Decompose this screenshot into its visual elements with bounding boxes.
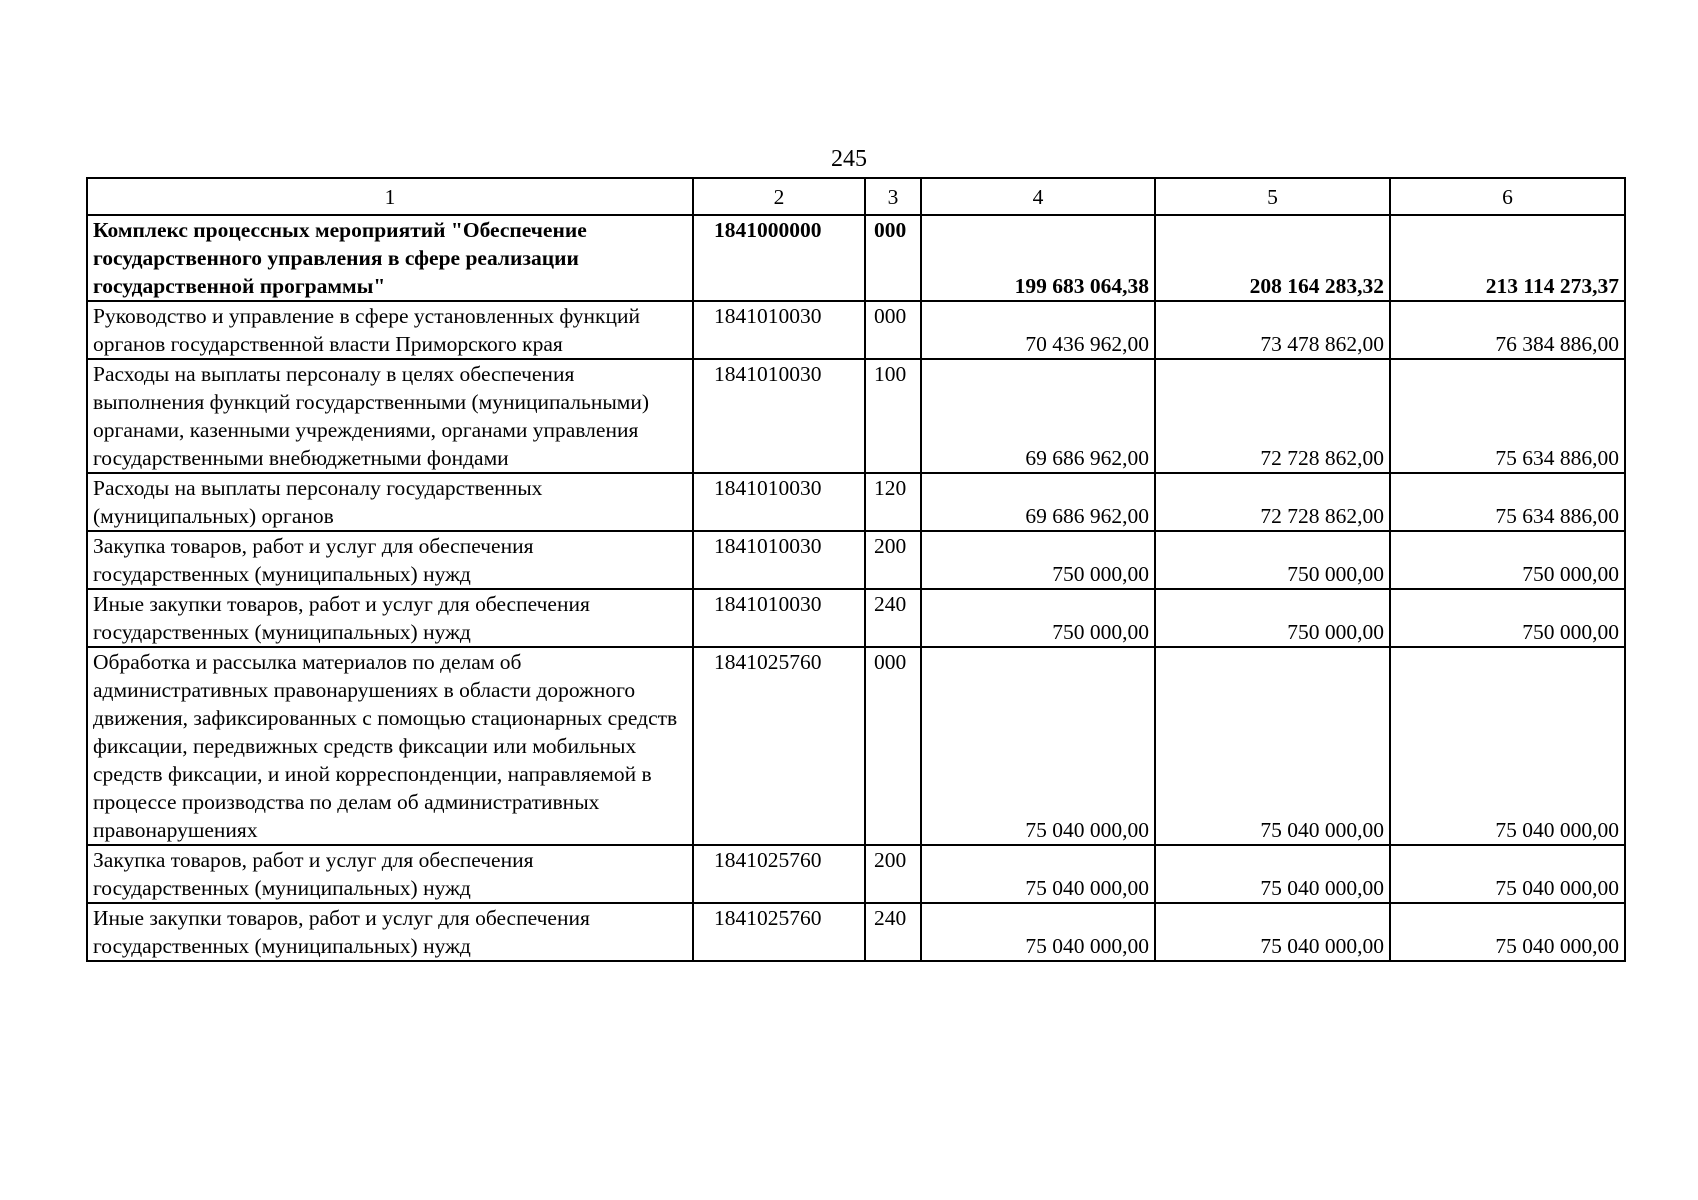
row-amount-col5-cell: 72 728 862,00 [1155,473,1390,531]
table-row [87,301,1625,359]
row-expense-type-cell: 000 [865,301,921,359]
row-amount-col6-cell: 213 114 273,37 [1390,215,1625,301]
row-amount-col6-cell: 75 040 000,00 [1390,845,1625,903]
row-amount-col4-cell: 69 686 962,00 [921,473,1155,531]
row-name-cell: Обработка и рассылка материалов по делам об административных правонарушениях в области дорожного движения, зафиксированных с помощью стационарных средств фиксации, передвижных средств фиксации или мобильных средств фиксации, и иной корреспонденции, направляемой в процессе производства по делам об административных правонарушениях [87,647,693,845]
row-expense-type-cell: 200 [865,845,921,903]
row-amount-col4-cell: 750 000,00 [921,531,1155,589]
table-row [87,903,1625,961]
row-name-cell: Иные закупки товаров, работ и услуг для обеспечения государственных (муниципальных) нужд [87,589,693,647]
row-amount-col4-cell: 70 436 962,00 [921,301,1155,359]
row-name-cell: Расходы на выплаты персоналу государственных (муниципальных) органов [87,473,693,531]
row-amount-col4-cell: 75 040 000,00 [921,903,1155,961]
row-amount-col6-cell: 750 000,00 [1390,531,1625,589]
table-row [87,845,1625,903]
row-target-article-cell: 1841010030 [693,473,865,531]
budget-table [86,177,1626,962]
row-amount-col5-cell: 73 478 862,00 [1155,301,1390,359]
table-row [87,215,1625,301]
row-target-article-cell: 1841025760 [693,903,865,961]
table-row [87,473,1625,531]
row-amount-col6-cell: 76 384 886,00 [1390,301,1625,359]
header-cell-1: 1 [87,178,693,215]
row-amount-col4-cell: 75 040 000,00 [921,647,1155,845]
header-cell-5: 5 [1155,178,1390,215]
table-row [87,647,1625,845]
row-expense-type-cell: 240 [865,903,921,961]
row-amount-col5-cell: 75 040 000,00 [1155,903,1390,961]
header-cell-6: 6 [1390,178,1625,215]
row-name-cell: Руководство и управление в сфере установленных функций органов государственной власти Приморского края [87,301,693,359]
row-name-cell: Комплекс процессных мероприятий "Обеспечение государственного управления в сфере реализации государственной программы" [87,215,693,301]
table-row [87,589,1625,647]
row-amount-col4-cell: 750 000,00 [921,589,1155,647]
row-name-cell: Закупка товаров, работ и услуг для обеспечения государственных (муниципальных) нужд [87,845,693,903]
row-target-article-cell: 1841025760 [693,845,865,903]
row-target-article-cell: 1841010030 [693,301,865,359]
row-expense-type-cell: 240 [865,589,921,647]
row-name-cell: Иные закупки товаров, работ и услуг для обеспечения государственных (муниципальных) нужд [87,903,693,961]
row-name-cell: Расходы на выплаты персоналу в целях обеспечения выполнения функций государственными (муниципальными) органами, казенными учреждениями, органами управления государственными внебюджетными фондами [87,359,693,473]
row-target-article-cell: 1841025760 [693,647,865,845]
row-amount-col5-cell: 208 164 283,32 [1155,215,1390,301]
row-amount-col4-cell: 75 040 000,00 [921,845,1155,903]
table-row [87,359,1625,473]
header-cell-3: 3 [865,178,921,215]
row-expense-type-cell: 000 [865,647,921,845]
table-row [87,531,1625,589]
row-expense-type-cell: 120 [865,473,921,531]
budget-table-body [87,178,1625,961]
row-expense-type-cell: 200 [865,531,921,589]
row-amount-col5-cell: 750 000,00 [1155,531,1390,589]
row-amount-col6-cell: 75 040 000,00 [1390,647,1625,845]
header-cell-2: 2 [693,178,865,215]
row-amount-col5-cell: 75 040 000,00 [1155,647,1390,845]
header-cell-4: 4 [921,178,1155,215]
row-amount-col5-cell: 750 000,00 [1155,589,1390,647]
page-number: 245 [831,146,867,172]
row-name-cell: Закупка товаров, работ и услуг для обеспечения государственных (муниципальных) нужд [87,531,693,589]
header-row [87,178,1625,215]
row-amount-col5-cell: 72 728 862,00 [1155,359,1390,473]
row-amount-col4-cell: 69 686 962,00 [921,359,1155,473]
row-amount-col6-cell: 750 000,00 [1390,589,1625,647]
row-amount-col6-cell: 75 040 000,00 [1390,903,1625,961]
row-target-article-cell: 1841010030 [693,589,865,647]
row-target-article-cell: 1841010030 [693,531,865,589]
row-amount-col6-cell: 75 634 886,00 [1390,359,1625,473]
row-target-article-cell: 1841000000 [693,215,865,301]
row-amount-col4-cell: 199 683 064,38 [921,215,1155,301]
row-expense-type-cell: 000 [865,215,921,301]
row-amount-col6-cell: 75 634 886,00 [1390,473,1625,531]
row-expense-type-cell: 100 [865,359,921,473]
row-target-article-cell: 1841010030 [693,359,865,473]
row-amount-col5-cell: 75 040 000,00 [1155,845,1390,903]
